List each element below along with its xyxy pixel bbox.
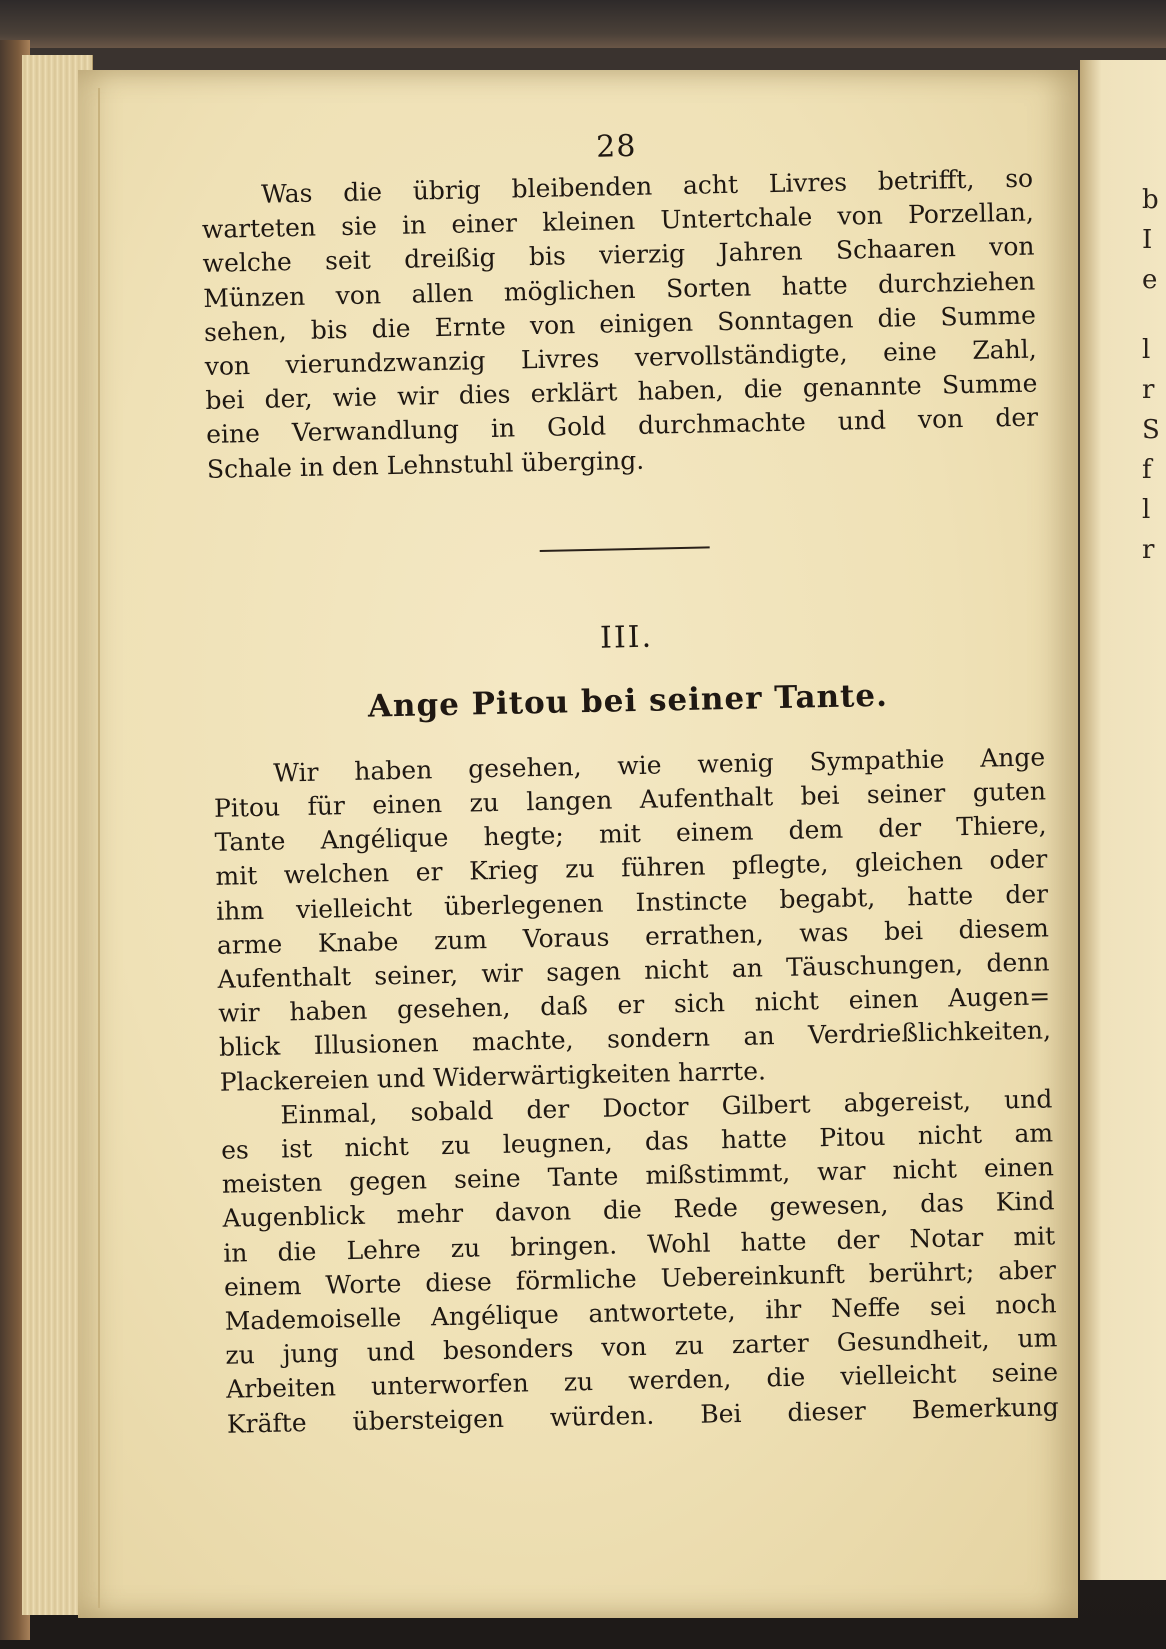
next-page-letters bbox=[1142, 180, 1166, 570]
text-line: zu jung und besonders von zu zarter Gesundheit, um bbox=[225, 1323, 1058, 1371]
next-page-letter: l bbox=[1142, 495, 1151, 525]
text-line: Augenblick mehr davon die Rede gewesen, das Kind bbox=[222, 1186, 1055, 1234]
text-line: Wir haben gesehen, wie wenig Sympathie Ange bbox=[273, 742, 1046, 788]
text-line: Aufenthalt seiner, wir sagen nicht an Täuschungen, denn bbox=[217, 947, 1050, 994]
text-line: welche seit dreißig bis vierzig Jahren Schaaren von bbox=[202, 231, 1035, 279]
text-line: Kräfte übersteigen würden. Bei dieser Bemerkung bbox=[226, 1391, 1060, 1439]
page-number: 28 bbox=[595, 128, 637, 165]
next-page-letter: I bbox=[1142, 225, 1153, 255]
page-content bbox=[200, 121, 1059, 1442]
text-line: es ist nicht zu leugnen, das hatte Pitou nicht am bbox=[220, 1118, 1054, 1165]
text-line: eine Verwandlung in Gold durchmachte und von der bbox=[205, 402, 1039, 450]
cover-top-edge bbox=[0, 0, 1166, 48]
text-line: wir haben gesehen, daß er sich nicht einen Augen= bbox=[218, 981, 1051, 1029]
next-page-letter: S bbox=[1142, 415, 1160, 445]
text-line: ihm vielleicht überlegenen Instincte begabt, hatte der bbox=[215, 879, 1049, 926]
text-line: warteten sie in einer kleinen Untertchale von Porzellan, bbox=[201, 197, 1035, 245]
next-page-letter: e bbox=[1142, 265, 1158, 295]
text-line: einem Worte diese förmliche Uebereinkunft berührt; aber bbox=[223, 1255, 1057, 1302]
text-line: Was die übrig bleibenden acht Livres betrifft, so bbox=[260, 163, 1034, 209]
next-page-letter: l bbox=[1142, 335, 1151, 365]
page-gutter-line bbox=[98, 88, 100, 1608]
text-line: von vierundzwanzig Livres vervollständigte, eine Zahl, bbox=[204, 334, 1037, 381]
text-line: in die Lehre zu bringen. Wohl hatte der Notar mit bbox=[223, 1221, 1056, 1268]
next-page-letter: r bbox=[1142, 375, 1155, 405]
text-line: Einmal, sobald der Doctor Gilbert abgereist, und bbox=[280, 1084, 1053, 1130]
text-line: Tante Angélique hegte; mit einem dem der Thiere, bbox=[214, 810, 1047, 858]
section-separator bbox=[540, 546, 710, 552]
text-line: arme Knabe zum Voraus errathen, was bei diesem bbox=[216, 913, 1050, 960]
chapter-title: Ange Pitou bei seiner Tante. bbox=[367, 677, 889, 725]
text-line: sehen, bis die Ernte von einigen Sonntagen die Summe bbox=[203, 300, 1037, 347]
spacer bbox=[1142, 300, 1166, 330]
text-line: Münzen von allen möglichen Sorten hatte durchziehen bbox=[203, 266, 1036, 313]
text-line: blick Illusionen machte, sondern an Verdrießlichkeiten, bbox=[218, 1015, 1052, 1063]
text-line: Mademoiselle Angélique antwortete, ihr Neffe sei noch bbox=[224, 1289, 1057, 1336]
next-page-letter: f bbox=[1142, 455, 1152, 485]
next-page-letter: r bbox=[1142, 535, 1155, 565]
text-line: mit welchen er Krieg zu führen pflegte, gleichen oder bbox=[215, 844, 1048, 892]
opening-paragraph bbox=[201, 162, 1039, 487]
paragraph-two bbox=[213, 740, 1052, 1099]
text-line: Pitou für einen zu langen Aufenthalt bei seiner guten bbox=[213, 776, 1047, 823]
chapter-number: III. bbox=[599, 619, 654, 656]
text-line: bei der, wie wir dies erklärt haben, die genannte Summe bbox=[205, 368, 1038, 416]
paragraph-three bbox=[220, 1082, 1059, 1441]
text-line: meisten gegen seine Tante mißstimmt, war nicht einen bbox=[221, 1152, 1055, 1200]
text-line: Plackereien und Widerwärtigkeiten harrte. bbox=[219, 1056, 767, 1097]
text-line: Arbeiten unterworfen zu werden, die vielleicht seine bbox=[225, 1357, 1059, 1405]
next-page-letter: b bbox=[1142, 185, 1159, 215]
text-line: Schale in den Lehnstuhl überging. bbox=[206, 445, 645, 484]
next-page-edge bbox=[1080, 60, 1166, 1580]
